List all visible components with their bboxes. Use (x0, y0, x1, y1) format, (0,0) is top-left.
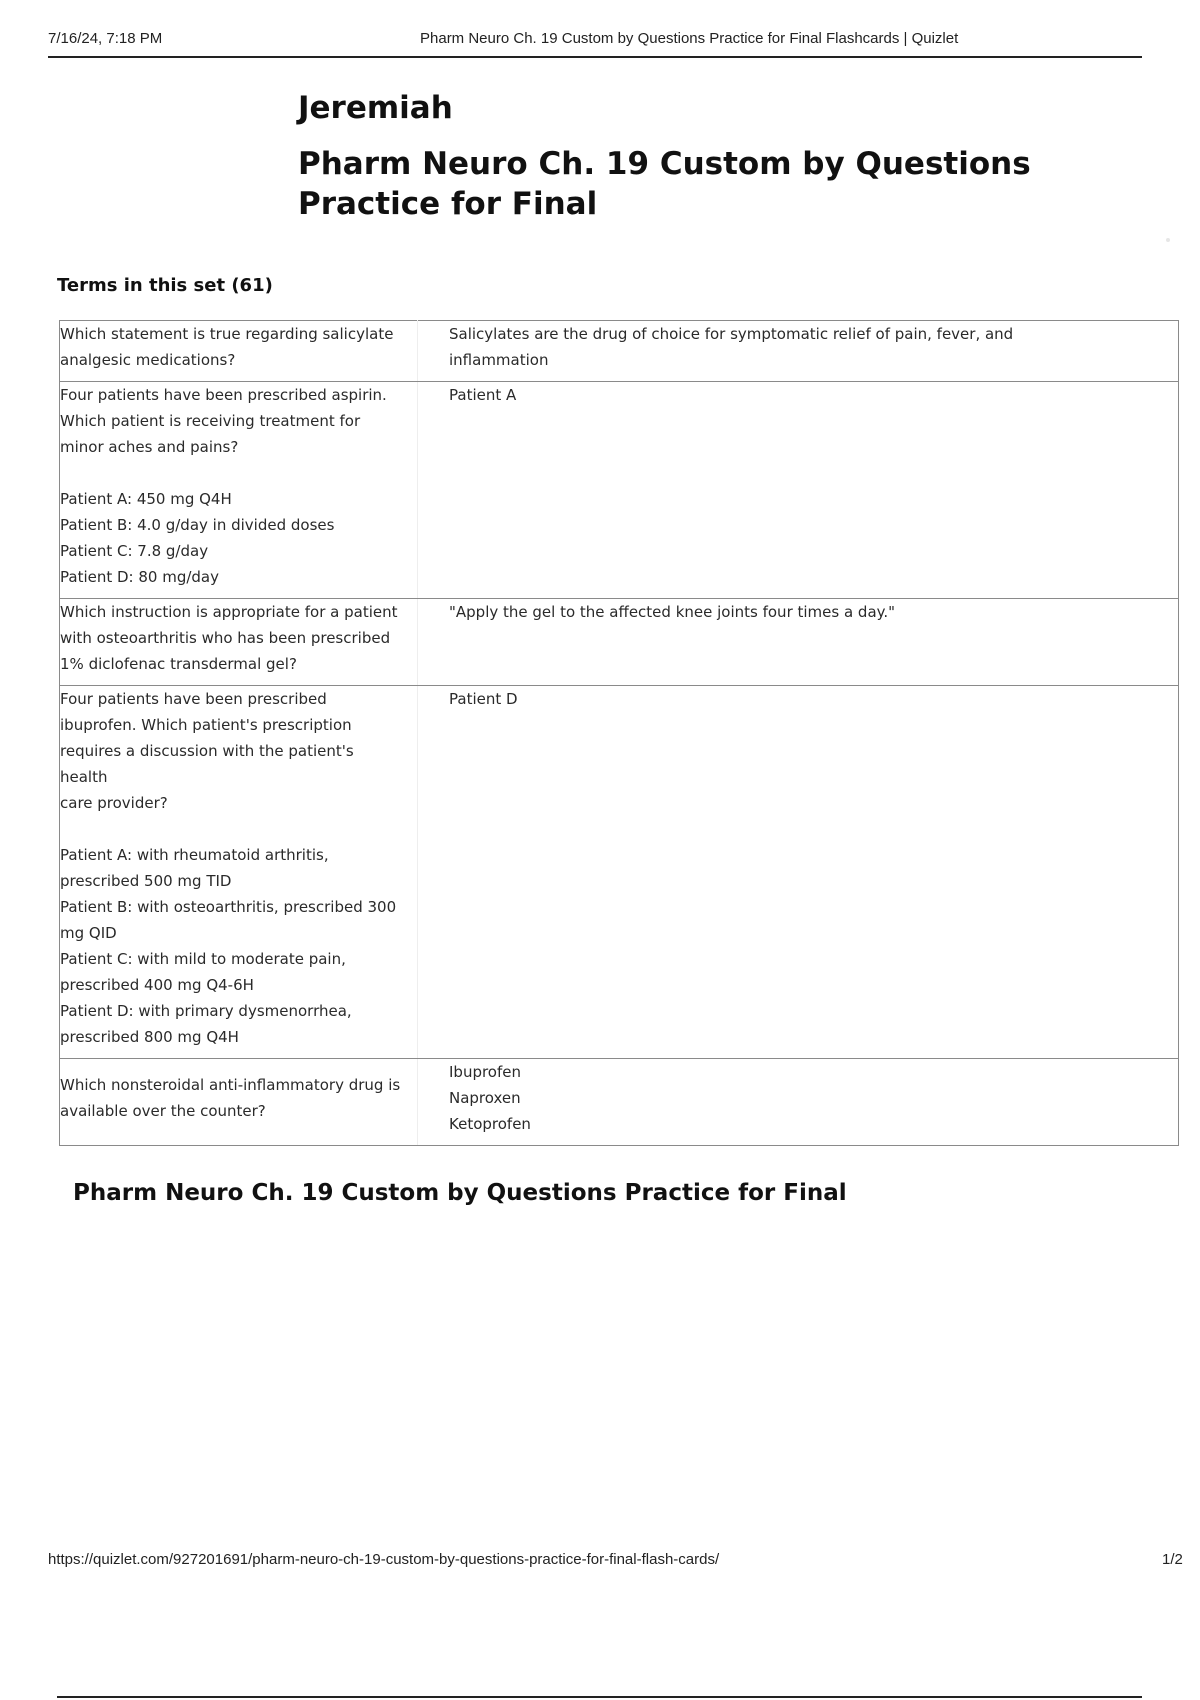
definition-text-line: Ketoprofen (449, 1115, 531, 1133)
set-owner[interactable]: Jeremiah (298, 90, 453, 126)
term-row (60, 1059, 1179, 1146)
term-text-line: mg QID (60, 924, 117, 942)
term-text-line: Patient B: 4.0 g/day in divided doses (60, 516, 335, 534)
term-text-line: Which nonsteroidal anti-inflammatory drug is (60, 1076, 401, 1094)
term-cell (60, 382, 418, 599)
definition-text-line: Patient A (449, 386, 517, 404)
term-text-line: prescribed 500 mg TID (60, 872, 232, 890)
term-text-line: ibuprofen. Which patient's prescription (60, 716, 352, 734)
terms-table (59, 320, 1179, 1146)
term-cell (60, 686, 418, 1059)
term-text-line: Which statement is true regarding salicylate (60, 325, 394, 343)
definition-cell (418, 1059, 1179, 1146)
term-text-line: Patient B: with osteoarthritis, prescribed 300 (60, 898, 397, 916)
term-text-line: Which patient is receiving treatment for (60, 412, 361, 430)
term-text-line: available over the counter? (60, 1102, 266, 1120)
term-row (60, 321, 1179, 382)
term-text-line: prescribed 400 mg Q4-6H (60, 976, 254, 994)
terms-heading: Terms in this set (61) (57, 275, 273, 296)
print-footer-url: https://quizlet.com/927201691/pharm-neuro-ch-19-custom-by-questions-practice-for-final-flash-cards/ (48, 1551, 720, 1568)
definition-cell (418, 321, 1179, 382)
footer-set-title: Pharm Neuro Ch. 19 Custom by Questions Practice for Final (73, 1180, 847, 1206)
term-text-line: Patient C: 7.8 g/day (60, 542, 209, 560)
definition-text-line: Ibuprofen (449, 1063, 522, 1081)
decorative-dot (1166, 238, 1170, 242)
definition-text-line: Naproxen (449, 1089, 521, 1107)
definition-text-line: Patient D (449, 690, 518, 708)
term-text-line: analgesic medications? (60, 351, 236, 369)
term-text-line: Patient D: with primary dysmenorrhea, (60, 1002, 352, 1020)
definition-cell (418, 686, 1179, 1059)
print-page-number: 1/2 (1162, 1551, 1183, 1568)
print-page-title: Pharm Neuro Ch. 19 Custom by Questions Practice for Final Flashcards | Quizlet (420, 30, 959, 47)
definition-text-line: "Apply the gel to the affected knee joints four times a day." (449, 603, 896, 621)
term-text-line: Four patients have been prescribed (60, 690, 327, 708)
print-header (48, 28, 1142, 58)
term-cell (60, 599, 418, 686)
term-text-line: with osteoarthritis who has been prescribed (60, 629, 391, 647)
term-text-line: minor aches and pains? (60, 438, 239, 456)
term-cell (60, 1059, 418, 1146)
definition-cell (418, 599, 1179, 686)
definition-text-line: Salicylates are the drug of choice for symptomatic relief of pain, fever, and (449, 325, 1014, 343)
page-title: Pharm Neuro Ch. 19 Custom by Questions Practice for Final (298, 146, 1031, 222)
term-text-line: Patient A: with rheumatoid arthritis, (60, 846, 329, 864)
term-text-line: Which instruction is appropriate for a patient (60, 603, 398, 621)
term-text-line: requires a discussion with the patient's health (60, 742, 354, 786)
term-text-line: care provider? (60, 794, 168, 812)
term-text-line: Four patients have been prescribed aspirin. (60, 386, 387, 404)
term-text-line: Patient A: 450 mg Q4H (60, 490, 232, 508)
definition-text-line: inflammation (449, 351, 549, 369)
print-date: 7/16/24, 7:18 PM (48, 30, 163, 47)
term-text-line: 1% diclofenac transdermal gel? (60, 655, 297, 673)
term-row (60, 382, 1179, 599)
line-gap (60, 816, 405, 842)
term-cell (60, 321, 418, 382)
term-row (60, 599, 1179, 686)
term-text-line: prescribed 800 mg Q4H (60, 1028, 239, 1046)
term-text-line: Patient D: 80 mg/day (60, 568, 220, 586)
bottom-divider (57, 1696, 1142, 1698)
definition-cell (418, 382, 1179, 599)
term-text-line: Patient C: with mild to moderate pain, (60, 950, 346, 968)
term-row (60, 686, 1179, 1059)
line-gap (60, 460, 405, 486)
